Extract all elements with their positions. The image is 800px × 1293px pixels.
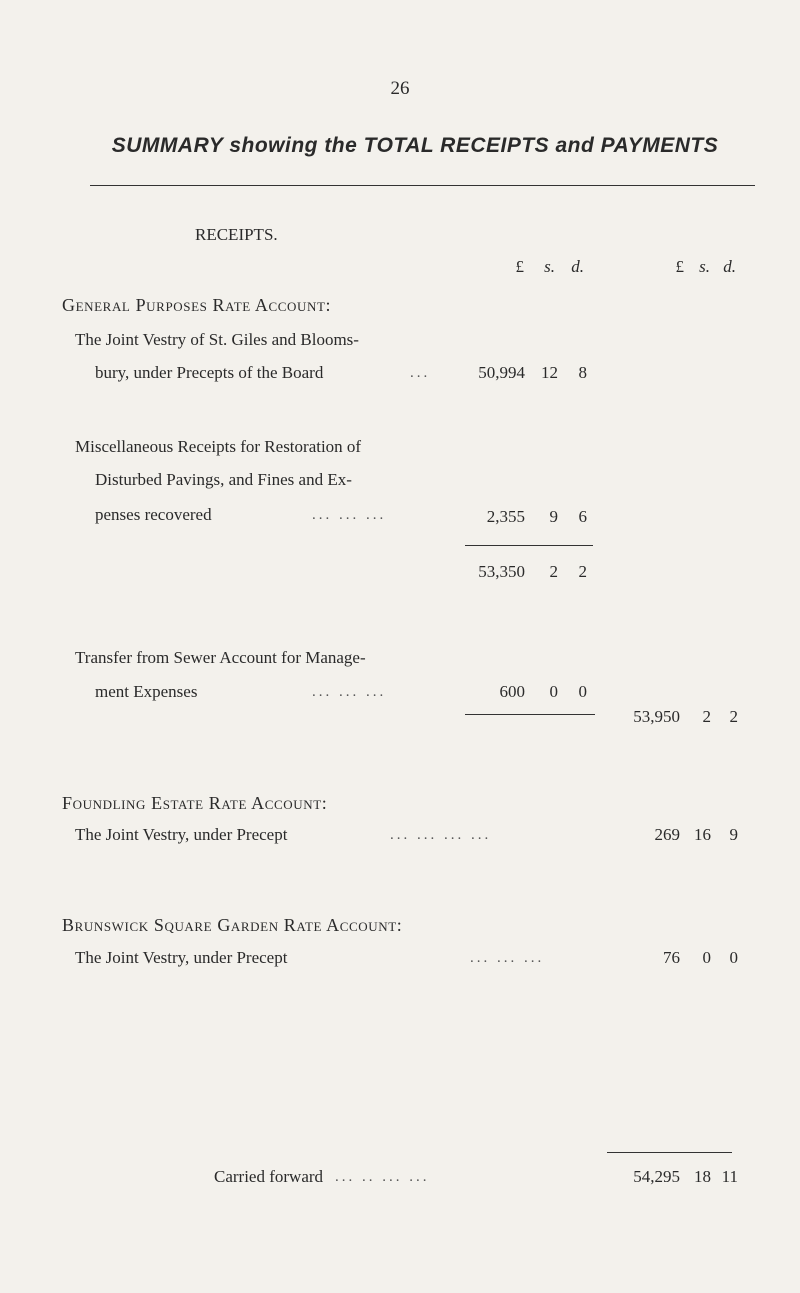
subtotal-shillings: 2 [549, 562, 558, 581]
title-rule [90, 185, 755, 186]
col-shillings-2: s. [699, 257, 710, 276]
carried-forward-label: Carried forward [214, 1167, 324, 1186]
misc-line-2: Disturbed Pavings, and Fines and Ex- [95, 470, 352, 489]
col-pounds-2: £ [675, 257, 684, 276]
carried-pence: 11 [721, 1167, 738, 1186]
col-shillings-1: s. [544, 257, 555, 276]
brunswick-pounds: 76 [663, 948, 680, 967]
leader-dots: ... ... ... [470, 950, 545, 966]
col-pence-1: d. [571, 257, 584, 276]
foundling-pounds: 269 [654, 825, 680, 844]
misc-line-1: Miscellaneous Receipts for Restoration of [75, 437, 362, 456]
carried-shillings: 18 [694, 1167, 711, 1186]
misc-pence: 6 [578, 507, 587, 526]
brunswick-heading: Brunswick Square Garden Rate Account: [62, 915, 403, 935]
general-heading: General Purposes Rate Account: [62, 295, 332, 315]
misc-shillings: 9 [549, 507, 558, 526]
leader-dots: ... [410, 365, 431, 381]
misc-line-3: penses recovered [95, 505, 212, 524]
leader-dots: ... ... ... ... [390, 827, 492, 843]
misc-pounds: 2,355 [486, 507, 525, 526]
vestry-pence: 8 [578, 363, 587, 382]
col-pence-2: d. [723, 257, 736, 276]
transfer-line-1: Transfer from Sewer Account for Manage- [75, 648, 366, 667]
transfer-pounds: 600 [499, 682, 525, 701]
leader-dots: ... .. ... ... [335, 1169, 430, 1185]
receipts-heading: RECEIPTS. [195, 225, 278, 244]
subtotal-pounds: 53,350 [478, 562, 525, 581]
brunswick-shillings: 0 [702, 948, 711, 967]
vestry-shillings: 12 [541, 363, 558, 382]
transfer-shillings: 0 [549, 682, 558, 701]
general-total-pounds: 53,950 [633, 707, 680, 726]
carried-rule [607, 1152, 732, 1153]
vestry-line-2: bury, under Precepts of the Board [95, 363, 324, 382]
foundling-shillings: 16 [694, 825, 711, 844]
general-total-pence: 2 [729, 707, 738, 726]
total-rule [465, 714, 595, 715]
foundling-line: The Joint Vestry, under Precept [75, 825, 288, 844]
brunswick-line: The Joint Vestry, under Precept [75, 948, 288, 967]
leader-dots: ... ... ... [312, 684, 387, 700]
general-total-shillings: 2 [702, 707, 711, 726]
leader-dots: ... ... ... [312, 507, 387, 523]
foundling-pence: 9 [729, 825, 738, 844]
page-title: SUMMARY showing the TOTAL RECEIPTS and PAYMENTS [111, 134, 719, 157]
vestry-line-1: The Joint Vestry of St. Giles and Blooms- [75, 330, 359, 349]
transfer-line-2: ment Expenses [95, 682, 198, 701]
subtotal-pence: 2 [578, 562, 587, 581]
col-pounds-1: £ [515, 257, 524, 276]
page-number: 26 [390, 78, 410, 99]
subtotal-rule [465, 545, 593, 546]
carried-pounds: 54,295 [633, 1167, 680, 1186]
vestry-pounds: 50,994 [478, 363, 525, 382]
foundling-heading: Foundling Estate Rate Account: [62, 793, 328, 813]
transfer-pence: 0 [578, 682, 587, 701]
brunswick-pence: 0 [729, 948, 738, 967]
